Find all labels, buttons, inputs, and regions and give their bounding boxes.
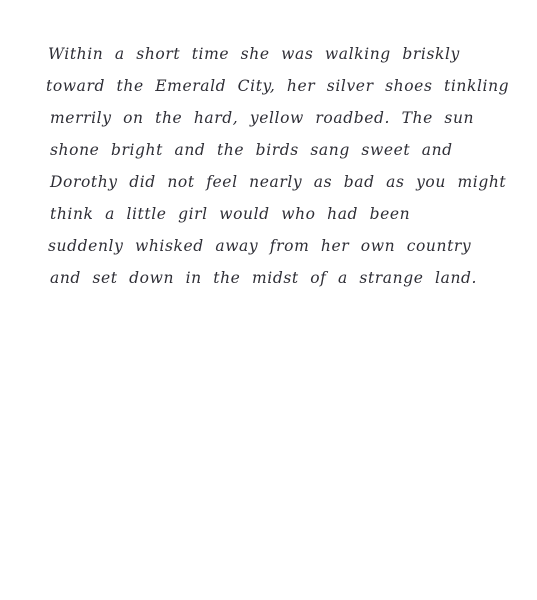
handwritten-line-7: suddenly whisked away from her own country — [48, 237, 472, 255]
handwritten-line-5: Dorothy did not feel nearly as bad as you might — [50, 173, 507, 191]
handwritten-line-2: toward the Emerald City, her silver shoes tinkling — [46, 77, 510, 95]
handwritten-line-8: and set down in the midst of a strange land. — [50, 269, 478, 287]
handwritten-text-block — [44, 38, 524, 294]
handwritten-line-3: merrily on the hard, yellow roadbed. The sun — [50, 109, 475, 127]
handwritten-line-1: Within a short time she was walking briskly — [48, 45, 460, 63]
handwritten-line-4: shone bright and the birds sang sweet and — [50, 141, 453, 159]
handwritten-line-6: think a little girl would who had been — [50, 205, 411, 223]
